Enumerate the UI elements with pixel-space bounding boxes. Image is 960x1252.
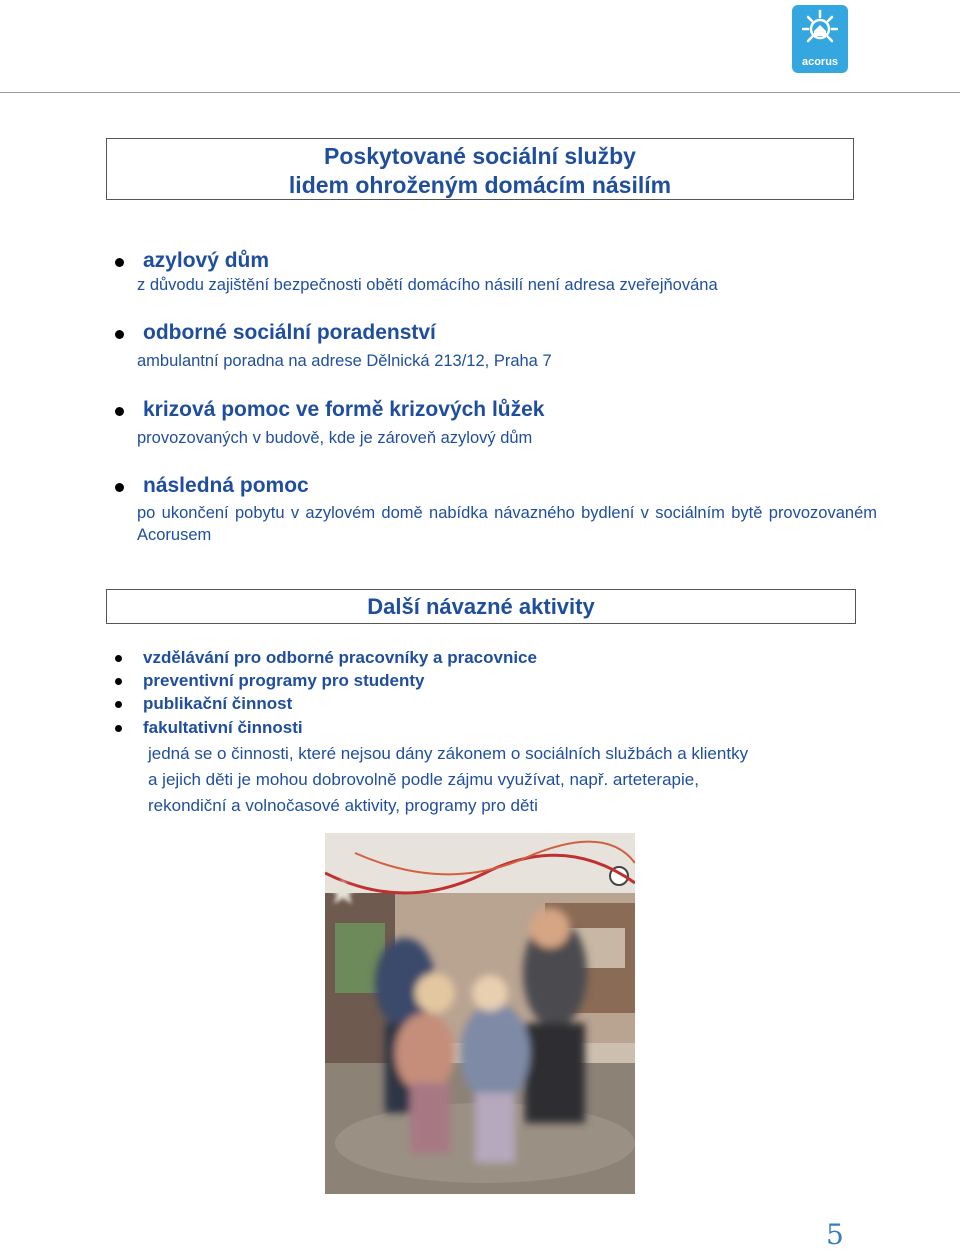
title-line-2: lidem ohroženým domácím násilím [288, 172, 672, 198]
bullet [115, 407, 124, 416]
house-sun-icon [802, 9, 838, 49]
service-heading: odborné sociální poradenství [143, 321, 436, 344]
title-box [106, 138, 854, 200]
bullet [115, 655, 122, 662]
activity-photo-illustration [325, 833, 635, 1194]
service-desc: provozovaných v budově, kde je zároveň azylový dům [137, 429, 533, 447]
page-number: 5 [826, 1218, 844, 1251]
activity-photo [325, 833, 635, 1194]
service-heading: následná pomoc [143, 474, 309, 497]
note-line: rekondiční a volnočasové aktivity, programy pro děti [148, 796, 538, 815]
activity-item: preventivní programy pro studenty [143, 671, 425, 690]
acorus-logo [792, 5, 848, 73]
service-desc: ambulantní poradna na adrese Dělnická 213/12, Praha 7 [137, 352, 552, 370]
header-divider [0, 92, 960, 93]
service-heading: krizová pomoc ve formě krizových lůžek [143, 398, 545, 421]
service-desc: po ukončení pobytu v azylovém domě nabídka návazného bydlení v sociálním bytě provozovaném Acorusem [137, 504, 877, 544]
activities-box-title: Další návazné aktivity [106, 589, 856, 624]
service-heading: azylový dům [143, 249, 270, 272]
note-line: a jejich děti je mohou dobrovolně podle zájmu využívat, např. arteterapie, [148, 770, 699, 789]
activity-item: publikační činnost [143, 694, 293, 713]
bullet [115, 678, 122, 685]
title-line-1: Poskytované sociální služby [324, 143, 636, 169]
service-desc: z důvodu zajištění bezpečnosti obětí domácího násilí není adresa zveřejňována [137, 276, 718, 294]
note-line: jedná se o činnosti, které nejsou dány zákonem o sociálních službách a klientky [148, 744, 749, 763]
bullet [115, 483, 124, 492]
activities-note [148, 741, 848, 819]
bullet [115, 701, 122, 708]
activity-item: fakultativní činnosti [143, 718, 303, 737]
logo-text: acorus [801, 56, 839, 68]
bullet [115, 330, 124, 339]
bullet [115, 725, 122, 732]
activity-item: vzdělávání pro odborné pracovníky a pracovnice [143, 648, 537, 667]
bullet [115, 258, 124, 267]
